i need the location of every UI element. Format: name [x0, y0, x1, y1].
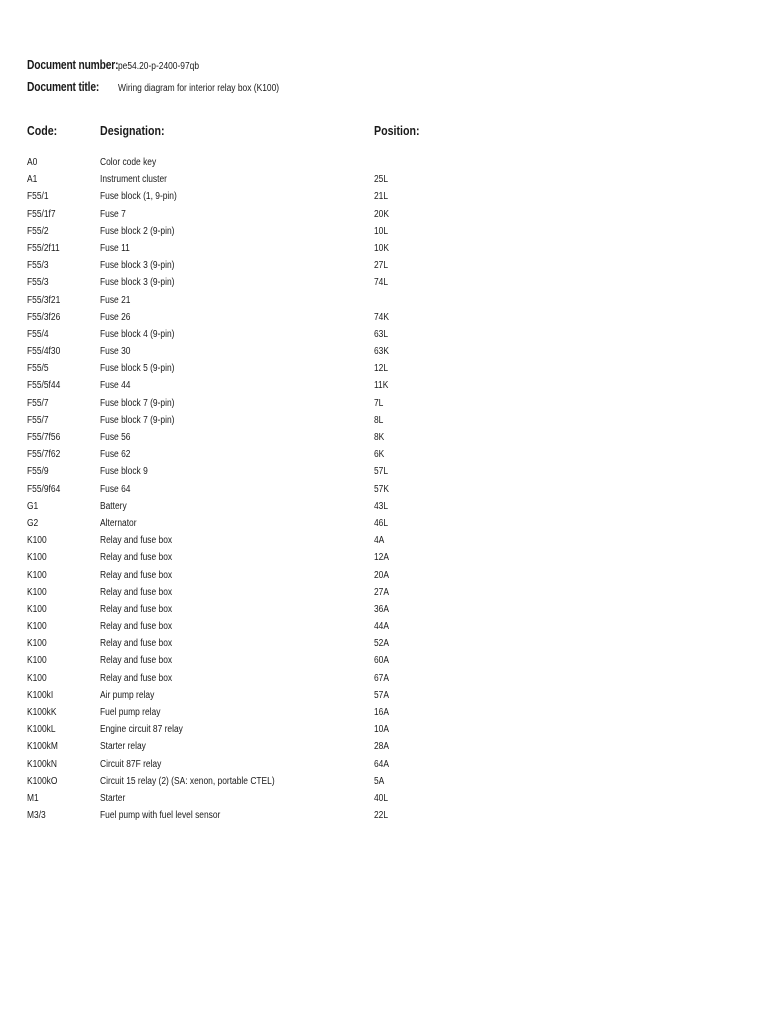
- table-row: [0, 429, 768, 446]
- row-designation: Starter relay: [100, 741, 146, 753]
- row-designation: Circuit 87F relay: [100, 758, 162, 770]
- row-position: 43L: [374, 500, 389, 512]
- table-row: [0, 773, 768, 790]
- table-row: [0, 532, 768, 549]
- row-code: F55/3: [27, 277, 49, 289]
- row-designation: Air pump relay: [100, 689, 155, 701]
- row-position: 27A: [374, 586, 389, 598]
- row-position: 10L: [374, 225, 389, 237]
- row-code: K100: [27, 621, 47, 633]
- document-title-value: Wiring diagram for interior relay box (K100): [118, 83, 280, 94]
- row-code: A0: [27, 157, 38, 168]
- table-row: [0, 395, 768, 412]
- row-designation: Fuse block 4 (9-pin): [100, 328, 175, 340]
- table-row: [0, 343, 768, 360]
- row-position: 11K: [374, 380, 389, 392]
- row-code: G2: [27, 517, 39, 529]
- row-designation: Color code key: [100, 157, 157, 168]
- row-position: 57L: [374, 466, 389, 478]
- table-row: [0, 567, 768, 584]
- row-code: F55/7f56: [27, 432, 61, 443]
- row-designation: Fuel pump with fuel level sensor: [100, 810, 221, 822]
- row-position: 12A: [374, 552, 389, 564]
- row-position: 57A: [374, 689, 389, 701]
- row-position: 20A: [374, 569, 389, 581]
- row-position: 27L: [374, 260, 389, 272]
- table-row: [0, 171, 768, 188]
- table-row: [0, 790, 768, 807]
- row-designation: Fuse 56: [100, 432, 131, 443]
- row-position: 8K: [374, 432, 385, 443]
- table-row: [0, 463, 768, 480]
- row-position: 40L: [374, 792, 389, 804]
- row-position: 8L: [374, 414, 384, 426]
- row-position: 67A: [374, 672, 389, 684]
- table-row: [0, 292, 768, 309]
- document-title-row: [27, 80, 305, 94]
- row-designation: Fuse 44: [100, 380, 131, 392]
- table-row: [0, 498, 768, 515]
- row-position: 74L: [374, 277, 389, 289]
- row-designation: Relay and fuse box: [100, 655, 173, 667]
- row-code: F55/1f7: [27, 208, 56, 220]
- row-code: F55/1: [27, 191, 49, 203]
- table-row: [0, 154, 768, 171]
- row-designation: Relay and fuse box: [100, 552, 173, 564]
- row-position: 46L: [374, 517, 389, 529]
- table-row: [0, 223, 768, 240]
- row-position: 22L: [374, 810, 389, 822]
- table-row: [0, 670, 768, 687]
- row-designation: Fuse block (1, 9-pin): [100, 191, 177, 203]
- row-position: 21L: [374, 191, 389, 203]
- row-code: F55/2: [27, 225, 49, 237]
- row-designation: Fuse 26: [100, 311, 131, 323]
- table-row: [0, 635, 768, 652]
- row-code: F55/5: [27, 363, 49, 375]
- row-code: M3/3: [27, 810, 46, 822]
- table-row: [0, 240, 768, 257]
- table-row: [0, 326, 768, 343]
- row-code: F55/4f30: [27, 346, 61, 358]
- row-code: G1: [27, 500, 39, 512]
- table-row: [0, 584, 768, 601]
- row-code: A1: [27, 174, 38, 186]
- row-code: F55/5f44: [27, 380, 61, 392]
- table-row: [0, 446, 768, 463]
- row-code: M1: [27, 792, 39, 804]
- row-position: 52A: [374, 638, 389, 650]
- table-row: [0, 652, 768, 669]
- row-position: 10A: [374, 724, 389, 736]
- table-row: [0, 481, 768, 498]
- row-position: 64A: [374, 758, 389, 770]
- table-row: [0, 188, 768, 205]
- row-designation: Fuse block 2 (9-pin): [100, 225, 175, 237]
- row-designation: Relay and fuse box: [100, 586, 173, 598]
- row-code: F55/2f11: [27, 242, 60, 254]
- row-designation: Fuse block 7 (9-pin): [100, 414, 175, 426]
- row-position: 16A: [374, 707, 389, 718]
- row-code: K100: [27, 552, 47, 564]
- row-designation: Fuse 7: [100, 208, 126, 220]
- row-designation: Fuse block 9: [100, 466, 148, 478]
- row-designation: Circuit 15 relay (2) (SA: xenon, portable CTEL): [100, 775, 275, 787]
- row-designation: Battery: [100, 500, 127, 512]
- table-row: [0, 549, 768, 566]
- row-code: K100kM: [27, 741, 58, 753]
- document-number-value: pe54.20-p-2400-97qb: [118, 61, 200, 72]
- designation-column-header: Designation:: [100, 123, 165, 138]
- row-code: K100: [27, 603, 47, 615]
- row-designation: Relay and fuse box: [100, 603, 173, 615]
- row-code: K100: [27, 569, 47, 581]
- row-code: F55/3: [27, 260, 49, 272]
- row-designation: Alternator: [100, 517, 137, 529]
- table-row: [0, 721, 768, 738]
- row-code: K100kN: [27, 758, 57, 770]
- table-row: [0, 601, 768, 618]
- table-row: [0, 738, 768, 755]
- row-code: F55/7: [27, 414, 49, 426]
- row-position: 28A: [374, 741, 389, 753]
- code-column-header: Code:: [27, 123, 58, 138]
- row-position: 20K: [374, 208, 389, 220]
- row-position: 4A: [374, 535, 385, 547]
- row-designation: Engine circuit 87 relay: [100, 724, 183, 736]
- row-designation: Fuse block 3 (9-pin): [100, 260, 175, 272]
- row-designation: Fuse 30: [100, 346, 131, 358]
- row-position: 25L: [374, 174, 389, 186]
- table-row: [0, 309, 768, 326]
- row-code: K100kL: [27, 724, 56, 736]
- row-code: K100: [27, 638, 47, 650]
- row-position: 7L: [374, 397, 384, 409]
- row-code: K100: [27, 672, 47, 684]
- table-row: [0, 807, 768, 824]
- table-row: [0, 257, 768, 274]
- row-designation: Starter: [100, 792, 126, 804]
- table-row: [0, 756, 768, 773]
- row-position: 36A: [374, 603, 389, 615]
- row-position: 10K: [374, 242, 389, 254]
- row-designation: Fuse block 7 (9-pin): [100, 397, 175, 409]
- row-designation: Relay and fuse box: [100, 621, 173, 633]
- row-designation: Fuse block 5 (9-pin): [100, 363, 175, 375]
- row-code: F55/9: [27, 466, 49, 478]
- table-row: [0, 687, 768, 704]
- row-designation: Relay and fuse box: [100, 535, 173, 547]
- table-row: [0, 377, 768, 394]
- table-row: [0, 618, 768, 635]
- component-table: [0, 154, 768, 824]
- row-code: F55/3f26: [27, 311, 61, 323]
- row-position: 57K: [374, 483, 389, 495]
- row-code: F55/9f64: [27, 483, 61, 495]
- row-code: K100kI: [27, 689, 54, 701]
- row-designation: Relay and fuse box: [100, 638, 173, 650]
- row-designation: Relay and fuse box: [100, 672, 173, 684]
- row-designation: Fuse 62: [100, 449, 131, 461]
- row-position: 12L: [374, 363, 389, 375]
- document-title-label: Document title:: [27, 80, 100, 94]
- row-code: K100kK: [27, 707, 57, 718]
- row-designation: Relay and fuse box: [100, 569, 173, 581]
- position-column-header: Position:: [374, 123, 420, 138]
- row-position: 5A: [374, 775, 385, 787]
- row-position: 44A: [374, 621, 389, 633]
- row-position: 74K: [374, 311, 389, 323]
- row-code: K100: [27, 535, 47, 547]
- row-code: F55/3f21: [27, 294, 61, 306]
- row-position: 63L: [374, 328, 389, 340]
- document-number-label: Document number:: [27, 58, 119, 72]
- row-code: K100: [27, 655, 47, 667]
- table-row: [0, 274, 768, 291]
- row-designation: Fuse 11: [100, 242, 130, 254]
- row-position: 63K: [374, 346, 389, 358]
- row-position: 60A: [374, 655, 389, 667]
- row-code: F55/7f62: [27, 449, 61, 461]
- row-designation: Fuel pump relay: [100, 707, 161, 718]
- row-code: K100kO: [27, 775, 58, 787]
- row-designation: Fuse block 3 (9-pin): [100, 277, 175, 289]
- table-row: [0, 412, 768, 429]
- table-row: [0, 515, 768, 532]
- row-designation: Fuse 64: [100, 483, 131, 495]
- table-row: [0, 206, 768, 223]
- row-code: F55/7: [27, 397, 49, 409]
- table-row: [0, 360, 768, 377]
- row-designation: Fuse 21: [100, 294, 131, 306]
- table-row: [0, 704, 768, 721]
- row-code: K100: [27, 586, 47, 598]
- row-position: 6K: [374, 449, 385, 461]
- row-code: F55/4: [27, 328, 49, 340]
- row-designation: Instrument cluster: [100, 174, 167, 186]
- document-number-row: [27, 58, 212, 72]
